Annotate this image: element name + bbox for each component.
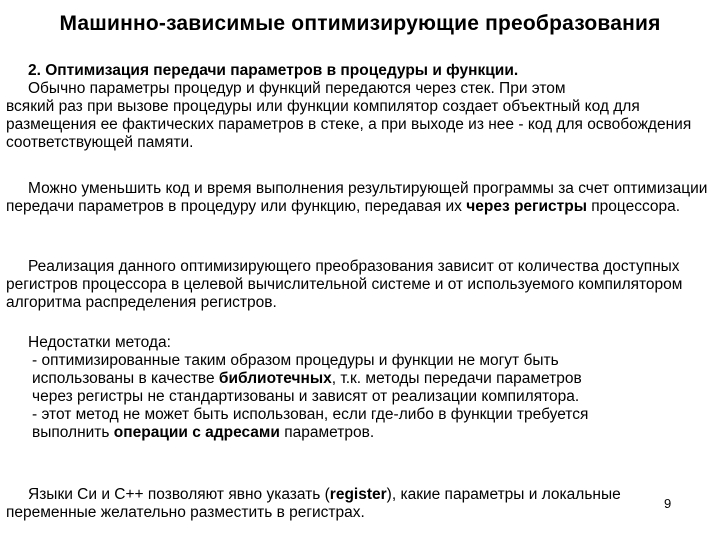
drawbacks-heading: Недостатки метода: <box>28 334 171 351</box>
paragraph-drawbacks <box>6 334 714 442</box>
list-item-line: через регистры не стандартизованы и зависят от реализации компилятора. <box>32 388 580 405</box>
paragraph-text: Можно уменьшить код и время выполнения результирующей программы за счет оптимизации передачи параметров в процедуру или функцию, передавая их <box>6 180 708 215</box>
paragraph-register-keyword <box>6 486 646 522</box>
list-item-line: - этот метод не может быть использован, если где-либо в функции требуется <box>32 406 589 423</box>
slide-title: Машинно-зависимые оптимизирующие преобразования <box>59 12 661 35</box>
paragraph-line: Обычно параметры процедур и функций передаются через стек. При этом <box>28 80 566 97</box>
paragraph-text-end: процессора. <box>586 198 681 215</box>
emphasis-registers: через регистры <box>466 198 587 215</box>
paragraph-text: всякий раз при вызове процедуры или функции компилятор создает объектный код для размещения ее фактических параметров в стеке, а при выходе из нее - код для освобождения соответствующей памяти. <box>6 98 692 151</box>
paragraph-text: Языки Си и С++ позволяют явно указать ( <box>28 486 330 503</box>
paragraph-registers <box>6 180 714 216</box>
list-item-line: использованы в качестве библиотечных, т.к. методы передачи параметров <box>32 370 582 387</box>
page-number: 9 <box>664 496 672 511</box>
paragraph-implementation <box>6 258 714 312</box>
emphasis-register-keyword: register <box>329 486 387 503</box>
paragraph-text-end: ), какие параметры и локальные переменные желательно разместить в регистрах. <box>6 486 621 521</box>
emphasis-library: библиотечных <box>218 370 332 387</box>
emphasis-address-operations: операции с адресами <box>113 424 280 441</box>
list-item-line: - оптимизированные таким образом процедуры и функции не могут быть <box>32 352 559 369</box>
paragraph-parameter-passing <box>6 62 714 152</box>
list-item-line: выполнить операции с адресами параметров. <box>32 424 375 441</box>
paragraph-text: Реализация данного оптимизирующего преобразования зависит от количества доступных регистров процессора в целевой вычислительной системе и от используемого компилятором алгоритма распределения регистров. <box>6 258 683 311</box>
section-heading: 2. Оптимизация передачи параметров в процедуры и функции. <box>28 62 519 79</box>
